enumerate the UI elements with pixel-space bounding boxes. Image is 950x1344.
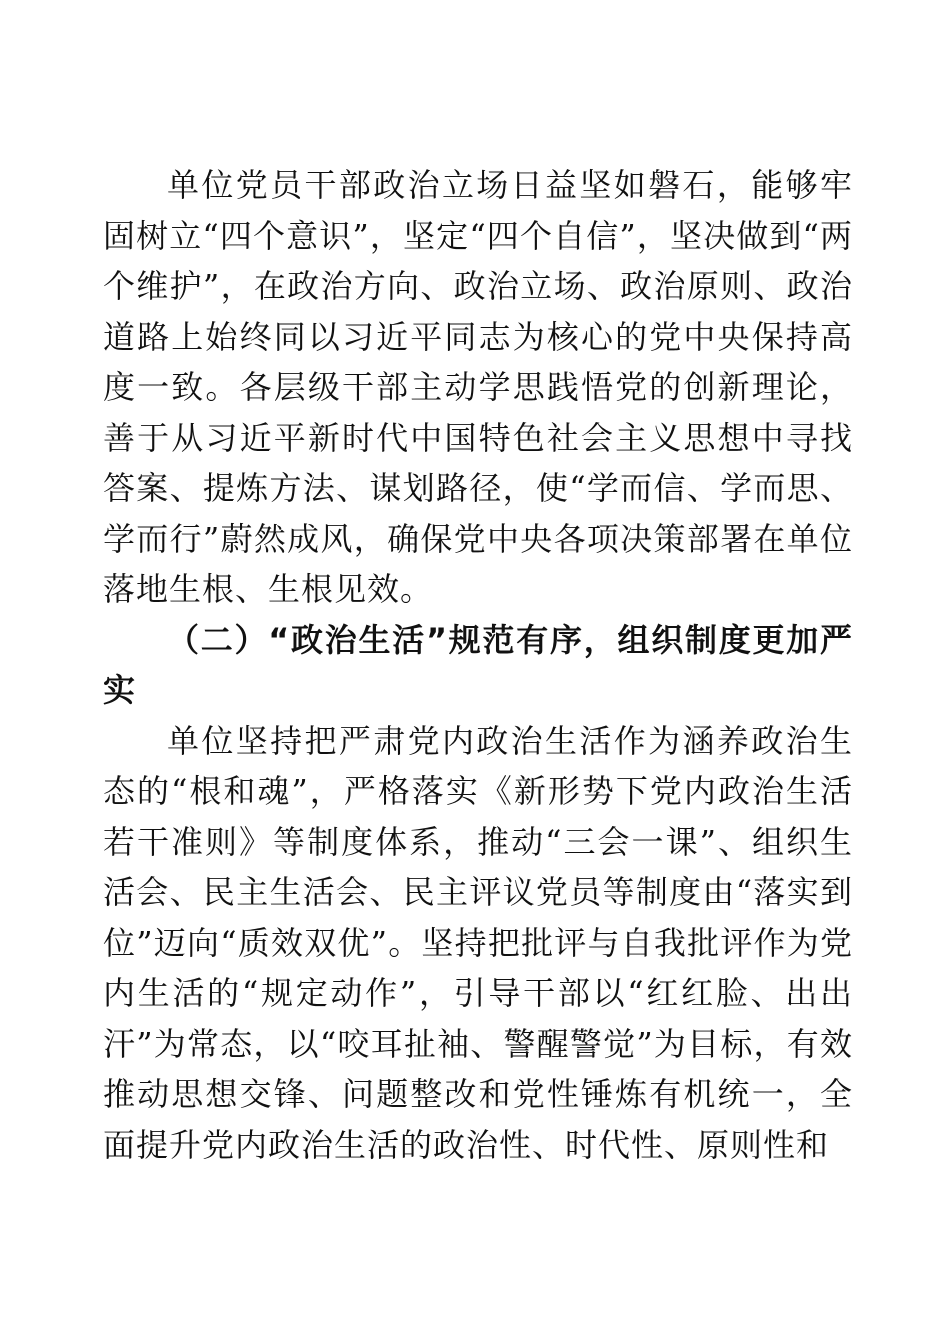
- paragraph-political-stance: 单位党员干部政治立场日益坚如磐石，能够牢固树立“四个意识”，坚定“四个自信”，坚决做到“两个维护”，在政治方向、政治立场、政治原则、政治道路上始终同以习近平同志为核心的党中央保持高度一致。各层级干部主动学思践悟党的创新理论，善于从习近平新时代中国特色社会主义思想中寻找答案、提炼方法、谋划路径，使“学而信、学而思、学而行”蔚然成风，确保党中央各项决策部署在单位落地生根、生根见效。: [103, 166, 853, 608]
- section-heading-political-life: （二）“政治生活”规范有序，组织制度更加严实: [103, 620, 853, 709]
- document-body: [103, 160, 853, 1170]
- paragraph-political-life: 单位坚持把严肃党内政治生活作为涵养政治生态的“根和魂”，严格落实《新形势下党内政治生活若干准则》等制度体系，推动“三会一课”、组织生活会、民主生活会、民主评议党员等制度由“落实到位”迈向“质效双优”。坚持把批评与自我批评作为党内生活的“规定动作”，引导干部以“红红脸、出出汗”为常态，以“咬耳扯袖、警醒警觉”为目标，有效推动思想交锋、问题整改和党性锤炼有机统一，全面提升党内政治生活的政治性、时代性、原则性和: [103, 721, 853, 1164]
